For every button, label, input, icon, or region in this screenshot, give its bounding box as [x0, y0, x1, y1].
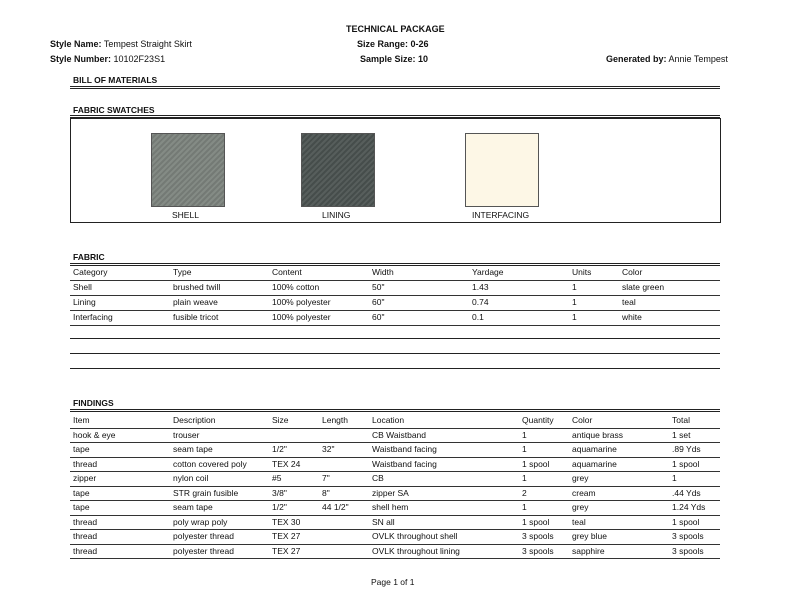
table-cell: thread — [73, 531, 98, 541]
table-cell: shell hem — [372, 502, 409, 512]
column-header: Length — [322, 415, 348, 425]
table-cell: antique brass — [572, 429, 624, 440]
table-cell: hook & eye — [73, 429, 116, 440]
table-row — [70, 429, 720, 444]
generated-by: Generated by: Annie Tempest — [606, 54, 728, 64]
table-cell: 1 — [522, 429, 527, 440]
column-header: Location — [372, 415, 405, 425]
sample-size: Sample Size: 10 — [360, 54, 429, 64]
table-row — [70, 443, 720, 458]
table-cell: STR grain fusible — [173, 487, 239, 498]
table-cell: white — [622, 312, 642, 322]
table-cell: Waistband facing — [372, 444, 437, 454]
table-cell: 7" — [322, 473, 330, 483]
table-cell: 100% polyester — [272, 297, 331, 307]
table-cell: aquamarine — [572, 444, 617, 454]
table-cell: OVLK throughout lining — [372, 545, 460, 556]
fabric-heading: FABRIC — [73, 252, 105, 262]
table-cell: TEX 27 — [272, 545, 301, 556]
column-header: Description — [173, 415, 216, 425]
style-name: Style Name: Tempest Straight Skirt — [50, 39, 192, 49]
table-cell: polyester thread — [173, 545, 234, 556]
table-cell: 100% polyester — [272, 312, 331, 322]
table-cell: cotton covered poly — [173, 458, 247, 469]
table-cell: 1.24 Yds — [672, 502, 706, 512]
table-cell: 1 set — [672, 429, 691, 440]
table-row — [70, 530, 720, 545]
table-cell: 1 spool — [522, 458, 550, 469]
table-cell: brushed twill — [173, 282, 221, 292]
column-header: Width — [372, 267, 394, 277]
table-row — [70, 472, 720, 487]
table-cell: nylon coil — [173, 473, 209, 483]
table-cell: 1 — [522, 502, 527, 512]
table-cell: 3 spools — [672, 545, 704, 556]
table-cell: polyester thread — [173, 531, 234, 541]
table-cell: 44 1/2" — [322, 502, 349, 512]
table-row — [70, 501, 720, 516]
divider — [70, 86, 720, 89]
table-cell: 1 spool — [522, 516, 550, 527]
table-cell: TEX 30 — [272, 516, 301, 527]
table-cell: seam tape — [173, 502, 213, 512]
table-cell: 1 — [572, 297, 577, 307]
table-cell: 1 — [522, 473, 527, 483]
table-cell: 32" — [322, 444, 335, 454]
table-cell: cream — [572, 487, 596, 498]
table-row — [70, 516, 720, 531]
table-row — [70, 311, 720, 326]
table-cell: 1/2" — [272, 502, 287, 512]
swatches-heading: FABRIC SWATCHES — [73, 105, 155, 115]
table-cell: 3 spools — [672, 531, 704, 541]
table-cell: teal — [572, 516, 586, 527]
style-number: Style Number: 10102F23S1 — [50, 54, 166, 64]
table-cell: SN all — [372, 516, 395, 527]
divider — [70, 409, 720, 412]
divider — [70, 338, 720, 339]
table-cell: .44 Yds — [672, 487, 701, 498]
table-cell: grey — [572, 502, 589, 512]
table-cell: 1/2" — [272, 444, 287, 454]
column-header: Units — [572, 267, 592, 277]
table-cell: 8" — [322, 487, 330, 498]
findings-header-row — [70, 414, 720, 429]
column-header: Color — [622, 267, 643, 277]
column-header: Size — [272, 415, 289, 425]
table-row — [70, 296, 720, 311]
table-cell: grey — [572, 473, 589, 483]
lining-swatch — [301, 133, 375, 207]
table-cell: #5 — [272, 473, 282, 483]
column-header: Total — [672, 415, 690, 425]
table-cell: CB Waistband — [372, 429, 427, 440]
table-cell: tape — [73, 444, 90, 454]
table-cell: Shell — [73, 282, 92, 292]
table-cell: 1 — [572, 312, 577, 322]
table-row — [70, 487, 720, 502]
column-header: Color — [572, 415, 593, 425]
table-cell: seam tape — [173, 444, 213, 454]
table-row — [70, 545, 720, 560]
table-cell: zipper — [73, 473, 97, 483]
column-header: Yardage — [472, 267, 504, 277]
table-cell: tape — [73, 487, 90, 498]
fabric-header-row — [70, 266, 720, 281]
table-cell: 2 — [522, 487, 527, 498]
column-header: Quantity — [522, 415, 554, 425]
table-cell: 0.74 — [472, 297, 489, 307]
document-title: TECHNICAL PACKAGE — [346, 24, 445, 34]
table-cell: 60" — [372, 297, 385, 307]
table-cell: 3 spools — [522, 545, 554, 556]
table-cell: zipper SA — [372, 487, 409, 498]
table-cell: 3 spools — [522, 531, 554, 541]
table-cell: 100% cotton — [272, 282, 320, 292]
table-cell: grey blue — [572, 531, 607, 541]
column-header: Category — [73, 267, 108, 277]
bom-heading: BILL OF MATERIALS — [73, 75, 158, 85]
divider — [70, 368, 720, 369]
table-cell: Waistband facing — [372, 458, 437, 469]
table-cell: .89 Yds — [672, 444, 701, 454]
table-cell: TEX 27 — [272, 531, 301, 541]
table-cell: 1 — [672, 473, 677, 483]
page-number: Page 1 of 1 — [371, 577, 415, 587]
table-cell: 50" — [372, 282, 385, 292]
table-cell: 1 — [522, 444, 527, 454]
table-cell: teal — [622, 297, 636, 307]
table-row — [70, 281, 720, 296]
column-header: Content — [272, 267, 302, 277]
table-cell: 1.43 — [472, 282, 489, 292]
table-cell: sapphire — [572, 545, 605, 556]
table-row — [70, 458, 720, 473]
table-cell: 1 — [572, 282, 577, 292]
swatches-panel — [70, 118, 721, 223]
table-cell: 1 spool — [672, 516, 700, 527]
table-cell: 3/8" — [272, 487, 287, 498]
table-cell: thread — [73, 545, 98, 556]
interfacing-swatch-label: INTERFACING — [472, 210, 530, 220]
table-cell: 1 spool — [672, 458, 700, 469]
interfacing-swatch — [465, 133, 539, 207]
divider — [70, 353, 720, 354]
size-range: Size Range: 0-26 — [357, 39, 429, 49]
column-header: Type — [173, 267, 192, 277]
table-cell: aquamarine — [572, 458, 617, 469]
table-cell: 60" — [372, 312, 385, 322]
table-cell: plain weave — [173, 297, 218, 307]
table-cell: thread — [73, 458, 98, 469]
table-cell: slate green — [622, 282, 665, 292]
shell-swatch-label: SHELL — [172, 210, 199, 220]
table-cell: trouser — [173, 429, 200, 440]
table-cell: fusible tricot — [173, 312, 219, 322]
table-cell: Lining — [73, 297, 96, 307]
shell-swatch — [151, 133, 225, 207]
table-cell: 0.1 — [472, 312, 484, 322]
table-cell: thread — [73, 516, 98, 527]
table-cell: OVLK throughout shell — [372, 531, 458, 541]
table-cell: TEX 24 — [272, 458, 301, 469]
table-cell: poly wrap poly — [173, 516, 228, 527]
column-header: Item — [73, 415, 90, 425]
findings-heading: FINDINGS — [73, 398, 114, 408]
lining-swatch-label: LINING — [322, 210, 351, 220]
table-cell: Interfacing — [73, 312, 113, 322]
table-cell: CB — [372, 473, 384, 483]
table-cell: tape — [73, 502, 90, 512]
